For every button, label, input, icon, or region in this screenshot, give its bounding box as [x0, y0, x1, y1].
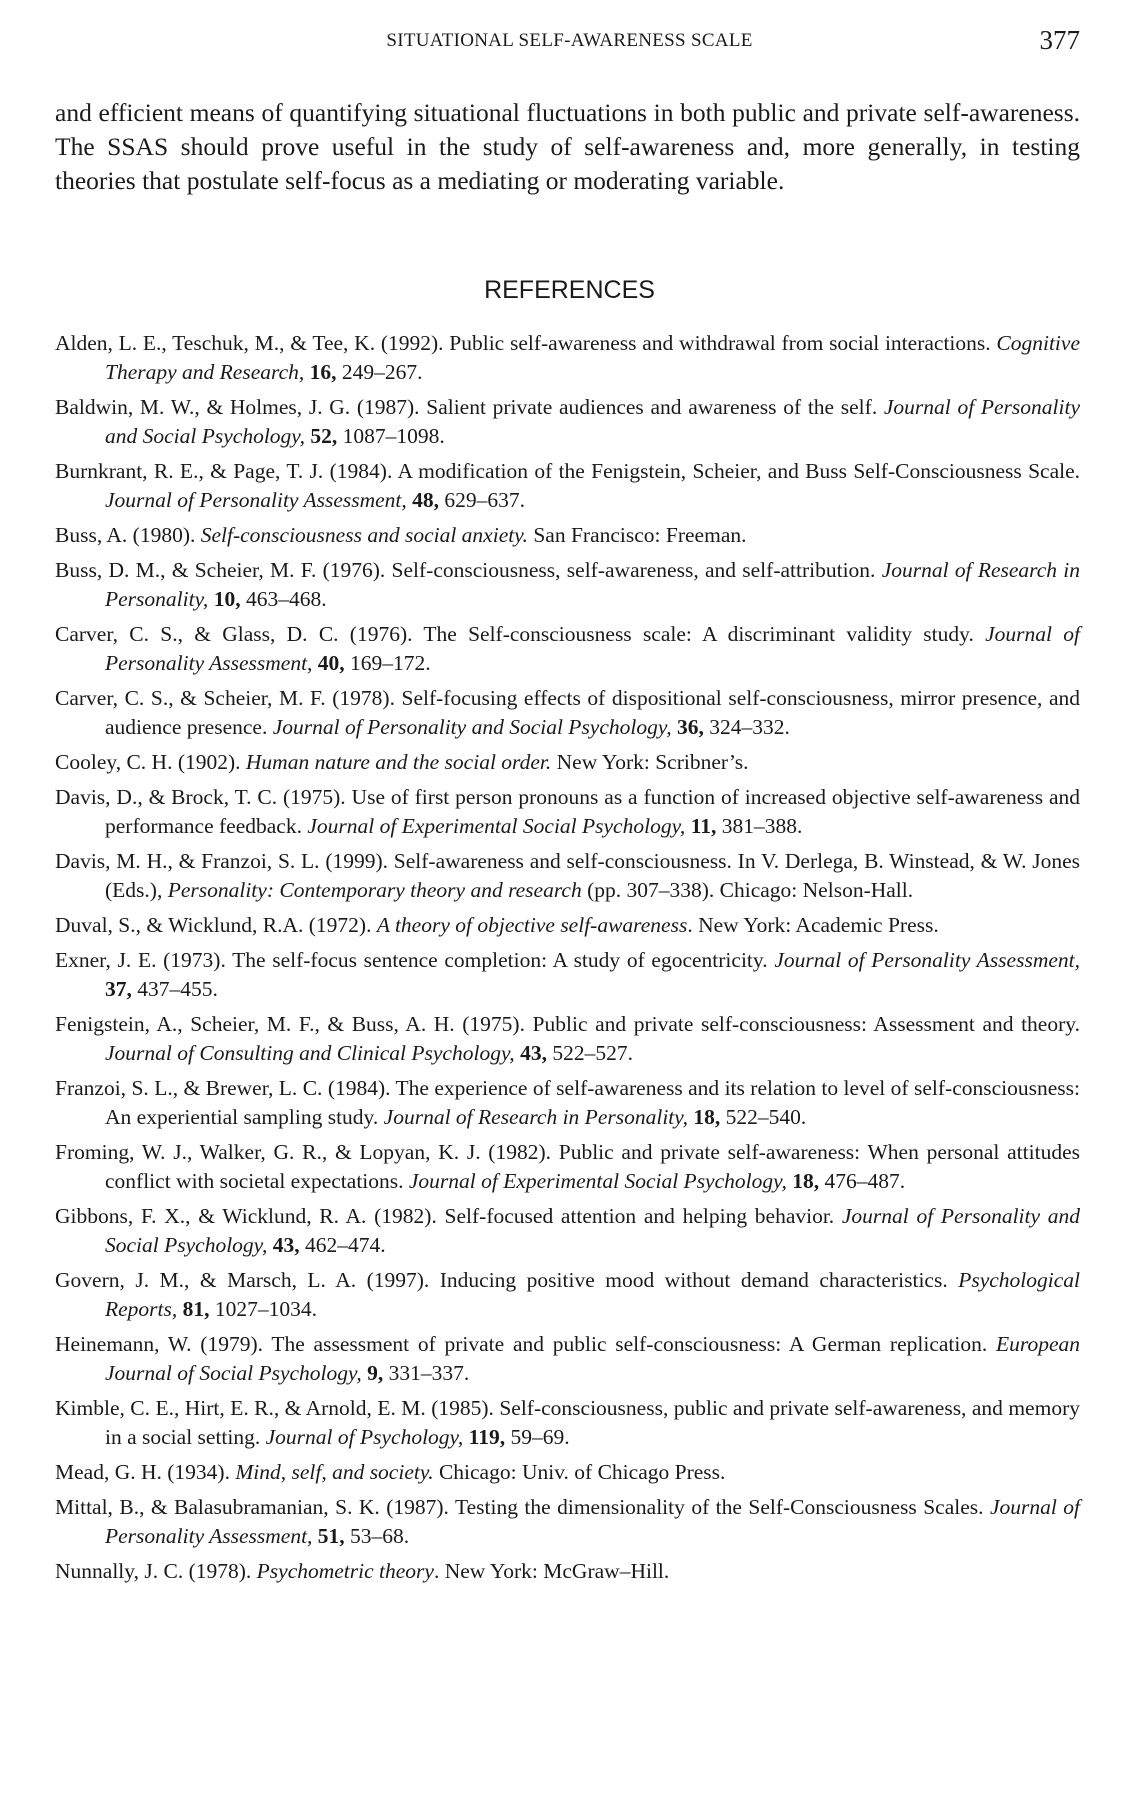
reference-text: Kimble, C. E., Hirt, E. R., & Arnold, E. M. (1985). Self-consciousness, public and private self-awareness, and memory in a social setting. — [55, 1396, 1080, 1449]
reference-entry — [55, 1557, 1080, 1586]
reference-source-title: Self-consciousness and social anxiety. — [200, 523, 528, 547]
reference-text: Davis, D., & Brock, T. C. (1975). Use of first person pronouns as a function of increased objective self-awareness and performance feedback. — [55, 785, 1080, 838]
reference-volume: 43, — [267, 1233, 300, 1257]
reference-text: Chicago: Univ. of Chicago Press. — [433, 1460, 726, 1484]
reference-entry — [55, 1010, 1080, 1068]
reference-source-title: Journal of Personality Assessment, — [105, 622, 1080, 675]
reference-entry — [55, 911, 1080, 940]
reference-entry — [55, 1138, 1080, 1196]
reference-source-title: Journal of Personality and Social Psychology, — [272, 715, 672, 739]
reference-entry — [55, 521, 1080, 550]
reference-entry — [55, 1394, 1080, 1452]
reference-source-title: Cognitive Therapy and Research, — [105, 331, 1080, 384]
reference-text: 381–388. — [716, 814, 803, 838]
reference-text: 169–172. — [344, 651, 431, 675]
reference-text: Buss, A. (1980). — [55, 523, 201, 547]
reference-volume: 37, — [105, 977, 132, 1001]
reference-text: Carver, C. S., & Scheier, M. F. (1978). Self-focusing effects of dispositional self-consciousness, mirror presence, and audience presence. — [55, 686, 1080, 739]
reference-volume: 43, — [514, 1041, 547, 1065]
reference-entry — [55, 1458, 1080, 1487]
reference-source-title: Mind, self, and society. — [235, 1460, 434, 1484]
reference-entry — [55, 847, 1080, 905]
reference-text: Baldwin, M. W., & Holmes, J. G. (1987). Salient private audiences and awareness of the self. — [55, 395, 884, 419]
reference-text: 324–332. — [703, 715, 790, 739]
reference-text: Heinemann, W. (1979). The assessment of private and public self-consciousness: A German replication. — [55, 1332, 996, 1356]
reference-entry — [55, 684, 1080, 742]
reference-source-title: Journal of Experimental Social Psychology, — [408, 1169, 787, 1193]
reference-text: Exner, J. E. (1973). The self-focus sentence completion: A study of egocentricity. — [55, 948, 775, 972]
reference-entry — [55, 748, 1080, 777]
reference-entry — [55, 1266, 1080, 1324]
reference-text: 437–455. — [131, 977, 218, 1001]
reference-volume: 18, — [688, 1105, 721, 1129]
reference-volume: 48, — [406, 488, 440, 512]
reference-text: 522–527. — [546, 1041, 633, 1065]
reference-volume: 16, — [304, 360, 337, 384]
reference-source-title: Personality: Contemporary theory and research — [167, 878, 582, 902]
reference-text: . New York: McGraw–Hill. — [433, 1559, 670, 1583]
reference-volume: 10, — [208, 587, 241, 611]
reference-volume: 9, — [361, 1361, 384, 1385]
reference-source-title: Journal of Experimental Social Psychology, — [307, 814, 686, 838]
reference-entry — [55, 457, 1080, 515]
reference-text: 629–637. — [439, 488, 526, 512]
reference-text: Froming, W. J., Walker, G. R., & Lopyan, K. J. (1982). Public and private self-awareness: When personal attitudes conflict with societal expectations. — [55, 1140, 1080, 1193]
reference-text: 462–474. — [299, 1233, 386, 1257]
reference-text: (pp. 307–338). Chicago: Nelson-Hall. — [581, 878, 914, 902]
reference-source-title: Journal of Personality Assessment, — [774, 948, 1080, 972]
reference-text: Govern, J. M., & Marsch, L. A. (1997). Inducing positive mood without demand characteristics. — [55, 1268, 959, 1292]
reference-source-title: Journal of Personality and Social Psychology, — [105, 395, 1080, 448]
reference-source-title: Journal of Personality Assessment, — [105, 488, 407, 512]
reference-source-title: Human nature and the social order. — [245, 750, 552, 774]
reference-text: Fenigstein, A., Scheier, M. F., & Buss, A. H. (1975). Public and private self-consciousness: Assessment and theory. — [55, 1012, 1080, 1036]
reference-volume: 11, — [685, 814, 717, 838]
reference-entry — [55, 946, 1080, 1004]
reference-text: 463–468. — [240, 587, 327, 611]
reference-volume: 119, — [463, 1425, 506, 1449]
reference-text: 331–337. — [383, 1361, 470, 1385]
reference-entry — [55, 1330, 1080, 1388]
reference-text: Alden, L. E., Teschuk, M., & Tee, K. (1992). Public self-awareness and withdrawal from social interactions. — [55, 331, 997, 355]
reference-volume: 18, — [786, 1169, 820, 1193]
reference-source-title: A theory of objective self-awareness — [376, 913, 688, 937]
reference-text: 59–69. — [505, 1425, 570, 1449]
references-heading: REFERENCES — [484, 276, 655, 304]
reference-source-title: Journal of Personality Assessment, — [105, 1495, 1080, 1548]
reference-text: Mittal, B., & Balasubramanian, S. K. (1987). Testing the dimensionality of the Self-Consciousness Scales. — [55, 1495, 990, 1519]
reference-volume: 81, — [177, 1297, 210, 1321]
reference-source-title: Psychological Reports, — [105, 1268, 1080, 1321]
reference-text: Buss, D. M., & Scheier, M. F. (1976). Self-consciousness, self-awareness, and self-attribution. — [55, 558, 882, 582]
reference-text: Franzoi, S. L., & Brewer, L. C. (1984). The experience of self-awareness and its relation to level of self-consciousness: An experiential sampling study. — [55, 1076, 1080, 1129]
reference-entry — [55, 1074, 1080, 1132]
reference-entry — [55, 1202, 1080, 1260]
reference-text: 476–487. — [819, 1169, 906, 1193]
reference-entry — [55, 620, 1080, 678]
reference-entry — [55, 1493, 1080, 1551]
reference-text: New York: Scribner’s. — [551, 750, 749, 774]
reference-text: Cooley, C. H. (1902). — [55, 750, 246, 774]
reference-text: Nunnally, J. C. (1978). — [55, 1559, 257, 1583]
reference-list — [55, 329, 1080, 1592]
reference-source-title: Journal of Consulting and Clinical Psychology, — [105, 1041, 515, 1065]
reference-text: Mead, G. H. (1934). — [55, 1460, 236, 1484]
reference-source-title: Journal of Psychology, — [265, 1425, 464, 1449]
reference-text: 53–68. — [344, 1524, 410, 1548]
reference-entry — [55, 783, 1080, 841]
reference-text: Carver, C. S., & Glass, D. C. (1976). The Self-consciousness scale: A discriminant validity study. — [55, 622, 986, 646]
reference-source-title: Journal of Personality and Social Psychology, — [105, 1204, 1080, 1257]
reference-text: . New York: Academic Press. — [687, 913, 939, 937]
reference-text: 522–540. — [720, 1105, 807, 1129]
reference-source-title: Journal of Research in Personality, — [105, 558, 1080, 611]
reference-entry — [55, 329, 1080, 387]
reference-source-title: Journal of Research in Personality, — [383, 1105, 688, 1129]
reference-volume: 51, — [312, 1524, 345, 1548]
running-head-title: SITUATIONAL SELF-AWARENESS SCALE — [386, 30, 753, 51]
reference-text: Duval, S., & Wicklund, R.A. (1972). — [55, 913, 377, 937]
reference-text: 1087–1098. — [337, 424, 445, 448]
reference-source-title: Psychometric theory — [256, 1559, 434, 1583]
body-paragraph: and efficient means of quantifying situational fluctuations in both public and private self-awareness. The SSAS should prove useful in the study of self-awareness and, more generally, in testing theories that postulate self-focus as a mediating or moderating variable. — [55, 98, 1080, 195]
reference-volume: 36, — [671, 715, 704, 739]
page-number: 377 — [1039, 25, 1080, 55]
reference-text: Davis, M. H., & Franzoi, S. L. (1999). Self-awareness and self-consciousness. In V. Derlega, B. Winstead, & W. Jones (Eds.), — [55, 849, 1080, 902]
reference-volume: 52, — [305, 424, 338, 448]
reference-source-title: European Journal of Social Psychology, — [105, 1332, 1080, 1385]
reference-text: San Francisco: Freeman. — [527, 523, 747, 547]
reference-entry — [55, 393, 1080, 451]
reference-text: Burnkrant, R. E., & Page, T. J. (1984). A modification of the Fenigstein, Scheier, and Buss Self-Consciousness Scale. — [55, 459, 1080, 483]
reference-entry — [55, 556, 1080, 614]
reference-volume: 40, — [312, 651, 345, 675]
reference-text: Gibbons, F. X., & Wicklund, R. A. (1982). Self-focused attention and helping behavior. — [55, 1204, 842, 1228]
reference-text: 249–267. — [336, 360, 423, 384]
reference-text: 1027–1034. — [209, 1297, 318, 1321]
